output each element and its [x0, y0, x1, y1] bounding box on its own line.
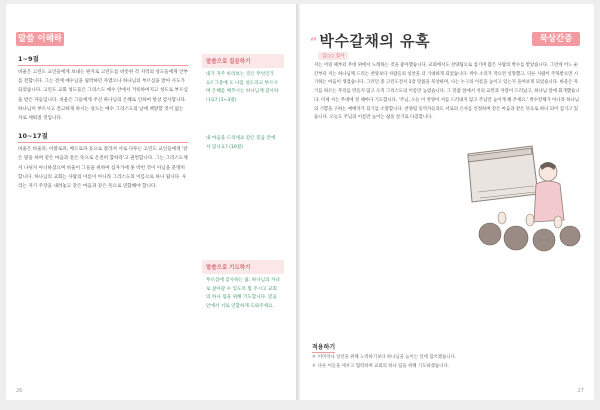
commentary-text: 바울은 고린도 교인들에게 보내는 편지로 고린도를 비롯한 각 지역의 성도들에게 안부를 전합니다. 그는 전에 예수님을 핍박하던 자였으나 하나님의 부르심을 받아 사도가 되었습니다. 고린도 교회 성도들은 그리스도 예수 안에서 거룩하여지고 성도로 부르심을 받은 자들입니다. 바울은 그들에게 주신 하나님의 은혜로 인하여 항상 감사합니다. 하나님이 부르시고 견고하게 하시는 성도는 예수 그리스도의 날에 책망할 것이 없는 자로 세워질 것입니다.: [18, 70, 188, 122]
page-number: 27: [577, 388, 584, 394]
section-tab: 말씀 이해하기: [17, 34, 62, 58]
question-box-heading: 말씀으로 질문하기: [202, 54, 284, 68]
apply-heading: 적용하기: [312, 344, 336, 351]
apply-list: [312, 354, 456, 371]
prayer-box: [202, 260, 284, 314]
apply-item: # 다른 이들을 세우고 협력하며 교회의 하나 됨을 위해 기도하겠습니다.: [312, 363, 450, 369]
page-number: 26: [16, 388, 23, 394]
question-box: [202, 54, 284, 155]
author-badge: 김○○ 집사: [318, 52, 348, 60]
hash-icon: #: [312, 363, 316, 369]
hash-icon: #: [312, 355, 316, 360]
question-box-text: 내가 자주 바라보는 것은 무엇인가요? 그중에 도 나를 성도라고 부르시며 은혜를 베푸시는 하나님께 감사하나요? (1~3절): [206, 72, 279, 103]
commentary-section-2: [18, 131, 188, 191]
prayer-box-heading: 말씀으로 기도하기: [202, 260, 284, 274]
verse-range-heading: 10~17절: [18, 131, 188, 143]
question-box-extra: 내 마음을 드리세요 같은 믿음 안에 서 있나요? (10절): [206, 136, 276, 150]
verse-range-heading: 1~9절: [18, 54, 188, 66]
title-text: 박수갈채의 유혹: [319, 32, 431, 50]
prayer-box-text: 부르심에 감사하는 삶, 하나님의 자녀로 살아갈 수 있도록 힘 주시고 교회의 하나 됨을 위해 기도합니다. 믿음 안에서 서로 연합하게 도와주세요.: [206, 278, 280, 309]
quote-mark-icon: “: [310, 35, 318, 49]
commentary-column: [18, 54, 188, 199]
section-tab: 묵상간증: [532, 32, 580, 46]
commentary-section-1: [18, 54, 188, 123]
testimony-text: 저는 어릴 때부터 무대 위에서 노래하는 것을 좋아했습니다. 교회에서도 찬양팀으로 섬기며 많은 사람의 박수를 받았습니다. 그런데 어느 순간부터 저는 하나님께 드리는 찬양보다 사람들의 칭찬을 더 기대하게 되었습니다. 박수 소리가 작으면 실망했고, 다른 사람이 주목받으면 시기하는 마음이 생겼습니다. 그러던 중 고린도전서 1장 말씀을 묵상하며, 나는 누구의 이름을 높이고 있는지 돌아보게 되었습니다. 바울은 자기를 따르는 무리를 만들지 않고 오직 그리스도의 이름만 높였습니다. 그 말씀 앞에서 저의 교만과 자랑이 드러났고, 하나님 앞에 회개했습니다. 이제 저는 무대에 설 때마다 기도합니다. '주님, 오늘 이 찬양이 저를 드러내지 않고 주님만 높이게 해 주세요.' 박수갈채가 아니라 하나님의 기쁨을 구하는 예배자가 되기를 소망합니다. 찬양팀 동역자들과도 서로의 은사를 인정하며 같은 마음과 같은 뜻으로 하나 되어 섬기고 있습니다. 오늘도 주님의 이름만 높이는 삶을 살기로 다짐합니다.: [314, 63, 580, 121]
apply-item: # 이미지나 칭찬을 위해 노력하기보다 하나님을 높이는 일에 힘쓰겠습니다.: [312, 355, 457, 360]
left-page: [6, 4, 296, 400]
right-page: [300, 4, 594, 400]
piano-illustration: [450, 124, 590, 254]
page-title: [310, 30, 430, 51]
commentary-text: 바울은 바울파, 아볼로파, 베드로파 등으로 갈라져 서로 다투는 고린도 교인들에게 '같은 말을 하며 같은 마음과 같은 뜻으로 온전히 합하라'고 권면합니다. 그는 그리스도께서 나뉘지 아니하셨으며 바울이 그들을 위하여 십자가에 못 박힌 것이 아님을 분명히 합니다. 하나님의 교회는 사람의 이름이 아니라 그리스도의 이름으로 하나 됩니다. 우리는 자기 주장을 내려놓고 같은 마음과 같은 뜻으로 연합해야 합니다.: [18, 147, 188, 190]
